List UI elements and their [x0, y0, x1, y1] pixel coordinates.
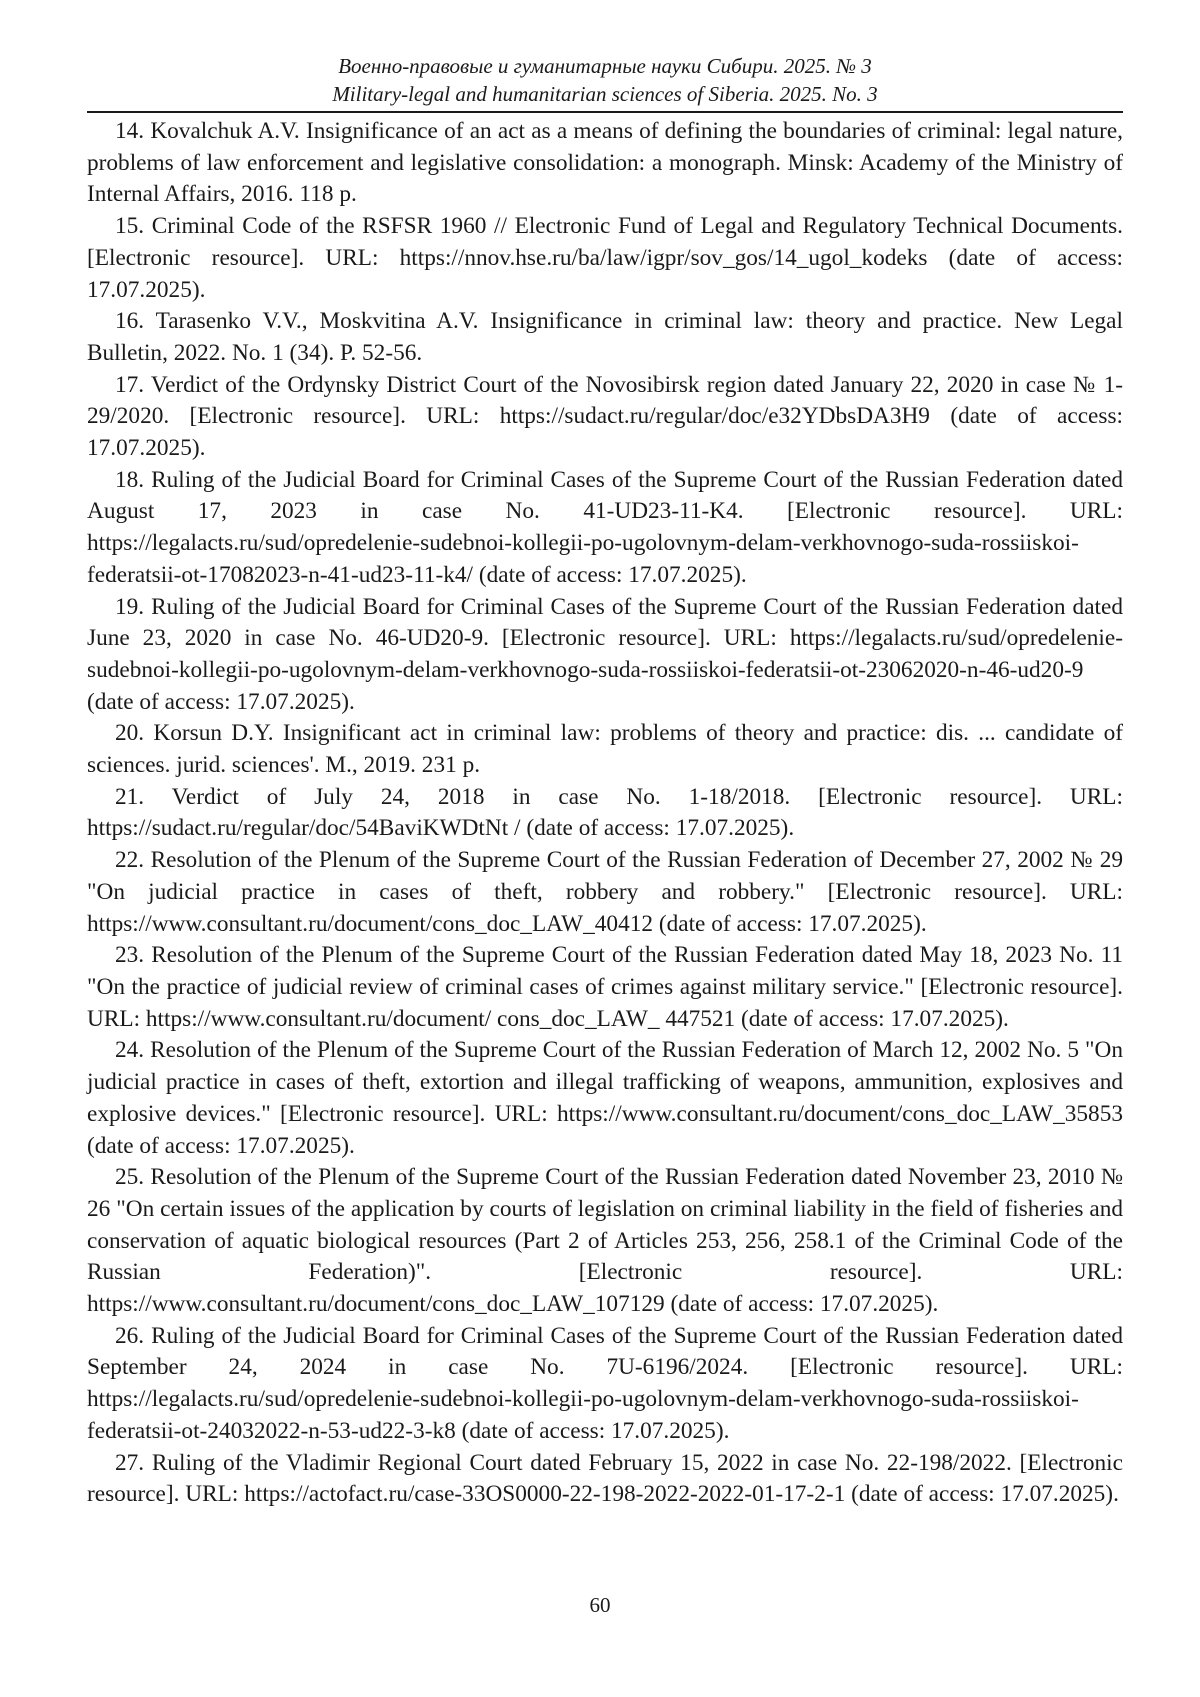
- reference-item-26: 26. Ruling of the Judicial Board for Criminal Cases of the Supreme Court of the Russian Federation dated September 24, 2024 in case No. 7U-6196/2024. [Electronic resource]. URL: https://legalacts.ru/sud/opredelenie-sudebnoi-kollegii-po-ugolovnym-delam-verkhovnogo-suda-rossiiskoi-federatsii-ot-24032022-n-53-ud22-3-k8 (date of access: 17.07.2025).: [87, 1322, 1123, 1444]
- header-line-english: Military-legal and humanitarian sciences of Siberia. 2025. No. 3: [332, 82, 878, 106]
- reference-item-25: 25. Resolution of the Plenum of the Supreme Court of the Russian Federation dated November 23, 2010 № 26 "On certain issues of the application by courts of legislation on criminal liability in the field of fisheries and conservation of aquatic biological resources (Part 2 of Articles 253, 256, 258.1 of the Criminal Code of the Russian Federation)". [Electronic resource]. URL: https://www.consultant.ru/document/cons_doc_LAW_107129 (date of access: 17.07.2025).: [87, 1164, 1123, 1318]
- reference-item-21: 21. Verdict of July 24, 2018 in case No. 1-18/2018. [Electronic resource]. URL: https://sudact.ru/regular/doc/54BaviKWDtNt / (date of access: 17.07.2025).: [87, 783, 1123, 842]
- reference-item-23: 23. Resolution of the Plenum of the Supreme Court of the Russian Federation dated May 18, 2023 No. 11 "On the practice of judicial review of criminal cases of crimes against military service." [Electronic resource]. URL: https://www.consultant.ru/document/ cons_doc_LAW_ 447521 (date of access: 17.07.2025).: [87, 942, 1123, 1032]
- reference-list: [87, 116, 1123, 1511]
- reference-item-22: 22. Resolution of the Plenum of the Supreme Court of the Russian Federation of December 27, 2002 № 29 "On judicial practice in cases of theft, robbery and robbery." [Electronic resource]. URL: https://www.consultant.ru/document/cons_doc_LAW_40412 (date of access: 17.07.2025).: [87, 847, 1123, 937]
- page-number: 60: [589, 1593, 611, 1617]
- header-divider: [87, 111, 1123, 113]
- reference-item-20: 20. Korsun D.Y. Insignificant act in criminal law: problems of theory and practice: dis. ... candidate of sciences. jurid. sciences'. M., 2019. 231 p.: [87, 720, 1123, 779]
- reference-item-16: 16. Tarasenko V.V., Moskvitina A.V. Insignificance in criminal law: theory and practice. New Legal Bulletin, 2022. No. 1 (34). P. 52-56.: [87, 308, 1123, 366]
- header-line-russian: Военно-правовые и гуманитарные науки Сибири. 2025. № 3: [338, 54, 872, 78]
- reference-item-15: 15. Criminal Code of the RSFSR 1960 // Electronic Fund of Legal and Regulatory Technical Documents. [Electronic resource]. URL: https://nnov.hse.ru/ba/law/igpr/sov_gos/14_ugol_kodeks (date of access: 17.07.2025).: [87, 213, 1123, 303]
- reference-item-19: 19. Ruling of the Judicial Board for Criminal Cases of the Supreme Court of the Russian Federation dated June 23, 2020 in case No. 46-UD20-9. [Electronic resource]. URL: https://legalacts.ru/sud/opredelenie-sudebnoi-kollegii-po-ugolovnym-delam-verkhovnogo-suda-rossiiskoi-federatsii-ot-23062020-n-46-ud20-9 (date of access: 17.07.2025).: [87, 593, 1123, 715]
- running-header: [87, 52, 1123, 108]
- reference-item-14: 14. Kovalchuk A.V. Insignificance of an act as a means of defining the boundaries of criminal: legal nature, problems of law enforcement and legislative consolidation: a monograph. Minsk: Academy of the Ministry of Internal Affairs, 2016. 118 p.: [87, 118, 1123, 208]
- reference-item-17: 17. Verdict of the Ordynsky District Court of the Novosibirsk region dated January 22, 2020 in case № 1-29/2020. [Electronic resource]. URL: https://sudact.ru/regular/doc/e32YDbsDA3H9 (date of access: 17.07.2025).: [87, 371, 1123, 462]
- reference-item-18: 18. Ruling of the Judicial Board for Criminal Cases of the Supreme Court of the Russian Federation dated August 17, 2023 in case No. 41-UD23-11-K4. [Electronic resource]. URL: https://legalacts.ru/sud/opredelenie-sudebnoi-kollegii-po-ugolovnym-delam-verkhovnogo-suda-rossiiskoi-federatsii-ot-17082023-n-41-ud23-11-k4/ (date of access: 17.07.2025).: [87, 466, 1123, 588]
- reference-item-27: 27. Ruling of the Vladimir Regional Court dated February 15, 2022 in case No. 22-198/2022. [Electronic resource]. URL: https://actofact.ru/case-33OS0000-22-198-2022-2022-01-17-2-1 (date of access: 17.07.2025).: [87, 1449, 1123, 1508]
- reference-item-24: 24. Resolution of the Plenum of the Supreme Court of the Russian Federation of March 12, 2002 No. 5 "On judicial practice in cases of theft, extortion and illegal trafficking of weapons, ammunition, explosives and explosive devices." [Electronic resource]. URL: https://www.consultant.ru/document/cons_doc_LAW_35853 (date of access: 17.07.2025).: [87, 1037, 1123, 1159]
